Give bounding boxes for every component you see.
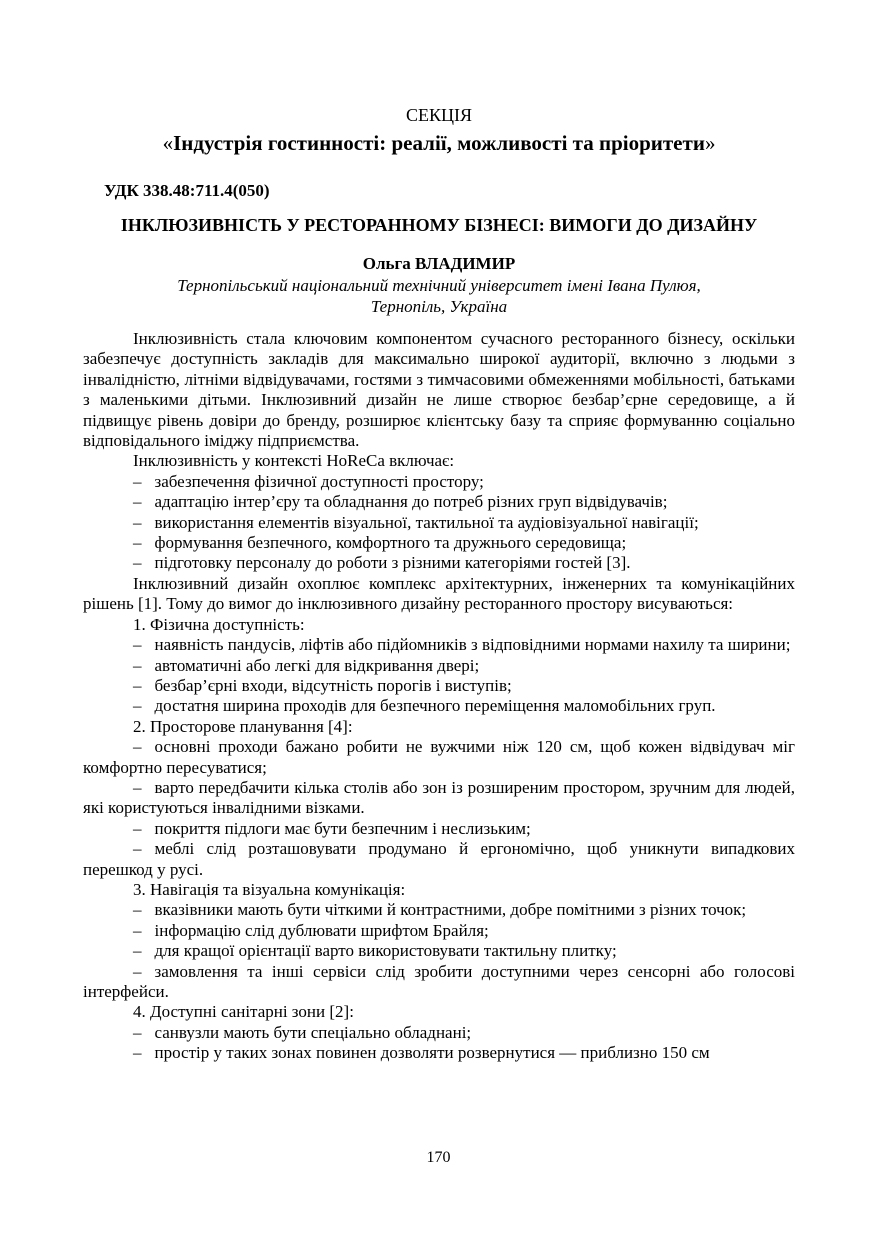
affiliation xyxy=(83,275,795,317)
list-item xyxy=(83,472,795,492)
list-item xyxy=(83,1043,795,1063)
list-item-text: вказівники мають бути чіткими й контрастними, добре помітними з різних точок; xyxy=(154,900,747,920)
list-dash-marker: – xyxy=(133,961,142,981)
author-name: Ольга ВЛАДИМИР xyxy=(362,254,516,273)
list-dash-marker: – xyxy=(133,900,142,920)
list-item-text: автоматичні або легкі для відкривання двері; xyxy=(154,655,480,675)
list-item xyxy=(83,737,795,778)
list-dash-marker: – xyxy=(133,553,142,573)
list-item-text: інформацію слід дублювати шрифтом Брайля; xyxy=(154,920,489,940)
list-dash-marker: – xyxy=(133,471,142,491)
section-label: СЕКЦІЯ xyxy=(405,105,472,125)
list-item-text: безбар’єрні входи, відсутність порогів і виступів; xyxy=(154,675,512,695)
list-item-text: для кращої орієнтації варто використовувати тактильну плитку; xyxy=(154,941,617,961)
open-quote: « xyxy=(162,131,174,155)
list-dash-marker: – xyxy=(133,492,142,512)
list-dash-marker: – xyxy=(133,777,142,797)
paragraph: 4. Доступні санітарні зони [2]: xyxy=(133,1002,354,1022)
list-item-text: санвузли мають бути спеціально обладнані; xyxy=(154,1022,472,1042)
paragraph: Інклюзивність стала ключовим компонентом сучасного ресторанного бізнесу, оскільки забезпечує доступність закладів для максимально широкої аудиторії, включно з людьми з інвалідністю, літніми відвідувачами, гостями з тимчасовими обмеженнями мобільності, батьками з маленькими дітьми. Інклюзивний дизайн не лише створює безбар’єрне середовище, а й підвищує рівень довіри до бренду, розширює клієнтську базу та сприяє формуванню соціально відповідального іміджу підприємства. xyxy=(83,329,795,451)
list-item-text: варто передбачити кілька столів або зон із розширеним простором, зручним для людей, які користуються інвалідними візками. xyxy=(83,777,795,818)
paragraph: Інклюзивний дизайн охоплює комплекс архітектурних, інженерних та комунікаційних рішень [1]. Тому до вимог до інклюзивного дизайну ресторанного простору висуваються: xyxy=(83,573,795,614)
list-item xyxy=(83,941,795,961)
list-dash-marker: – xyxy=(133,675,142,695)
list-dash-marker: – xyxy=(133,635,142,655)
list-item-text: покриття підлоги має бути безпечним і неслизьким; xyxy=(154,818,531,838)
article-body xyxy=(83,329,795,1064)
list-dash-marker: – xyxy=(133,920,142,940)
list-item-text: використання елементів візуальної, тактильної та аудіовізуальної навігації; xyxy=(154,512,699,532)
section-title xyxy=(83,130,795,157)
list-item xyxy=(83,533,795,553)
list-item xyxy=(83,635,795,655)
affiliation-line-1: Тернопільський національний технічний університет імені Івана Пулюя, xyxy=(177,276,701,295)
list-dash-marker: – xyxy=(133,1022,142,1042)
list-item-text: меблі слід розташовувати продумано й ергономічно, щоб уникнути випадкових перешкод у русі. xyxy=(83,839,795,879)
text-column xyxy=(83,0,795,1064)
list-item xyxy=(83,696,795,716)
paragraph: 2. Просторове планування [4]: xyxy=(133,716,353,736)
page-number: 170 xyxy=(426,1149,451,1166)
list-dash-marker: – xyxy=(133,696,142,716)
list-dash-marker: – xyxy=(133,533,142,553)
list-dash-marker: – xyxy=(133,655,142,675)
udc-code: УДК 338.48:711.4(050) xyxy=(104,181,270,200)
list-item xyxy=(83,962,795,1003)
list-item xyxy=(83,492,795,512)
section-title-text: Індустрія гостинності: реалії, можливості та пріоритети xyxy=(173,131,705,155)
list-item-text: формування безпечного, комфортного та дружнього середовища; xyxy=(154,533,627,553)
list-dash-marker: – xyxy=(133,941,142,961)
list-item xyxy=(83,839,795,880)
list-dash-marker: – xyxy=(133,737,142,757)
list-item-text: достатня ширина проходів для безпечного переміщення маломобільних груп. xyxy=(154,696,716,716)
list-item-text: основні проходи бажано робити не вужчими ніж 120 см, щоб кожен відвідувач міг комфортно пересуватися; xyxy=(83,737,795,777)
article-header xyxy=(83,104,795,317)
list-item-text: забезпечення фізичної доступності простору; xyxy=(154,471,484,491)
list-item-text: замовлення та інші сервіси слід зробити доступними через сенсорні або голосові інтерфейси. xyxy=(83,961,795,1001)
list-item xyxy=(83,1023,795,1043)
paragraph: Інклюзивність у контексті HoReCa включає: xyxy=(133,451,455,471)
list-item xyxy=(83,656,795,676)
list-item xyxy=(83,778,795,819)
close-quote: » xyxy=(704,131,716,155)
list-item xyxy=(83,553,795,573)
list-dash-marker: – xyxy=(133,839,142,859)
list-dash-marker: – xyxy=(133,1043,142,1063)
list-dash-marker: – xyxy=(133,512,142,532)
list-item xyxy=(83,676,795,696)
list-item xyxy=(83,513,795,533)
article-title: ІНКЛЮЗИВНІСТЬ У РЕСТОРАННОМУ БІЗНЕСІ: ВИМОГИ ДО ДИЗАЙНУ xyxy=(120,215,758,235)
list-dash-marker: – xyxy=(133,818,142,838)
list-item xyxy=(83,819,795,839)
list-item-text: наявність пандусів, ліфтів або підйомників з відповідними нормами нахилу та ширини; xyxy=(154,635,791,655)
list-item-text: підготовку персоналу до роботи з різними категоріями гостей [3]. xyxy=(154,553,631,573)
list-item-text: простір у таких зонах повинен дозволяти розвернутися — приблизно 150 см xyxy=(154,1043,710,1063)
list-item-text: адаптацію інтер’єру та обладнання до потреб різних груп відвідувачів; xyxy=(154,492,668,512)
paragraph: 1. Фізична доступність: xyxy=(133,614,305,634)
list-item xyxy=(83,900,795,920)
list-item xyxy=(83,921,795,941)
affiliation-line-2: Тернопіль, Україна xyxy=(370,297,508,316)
paragraph: 3. Навігація та візуальна комунікація: xyxy=(133,879,406,899)
